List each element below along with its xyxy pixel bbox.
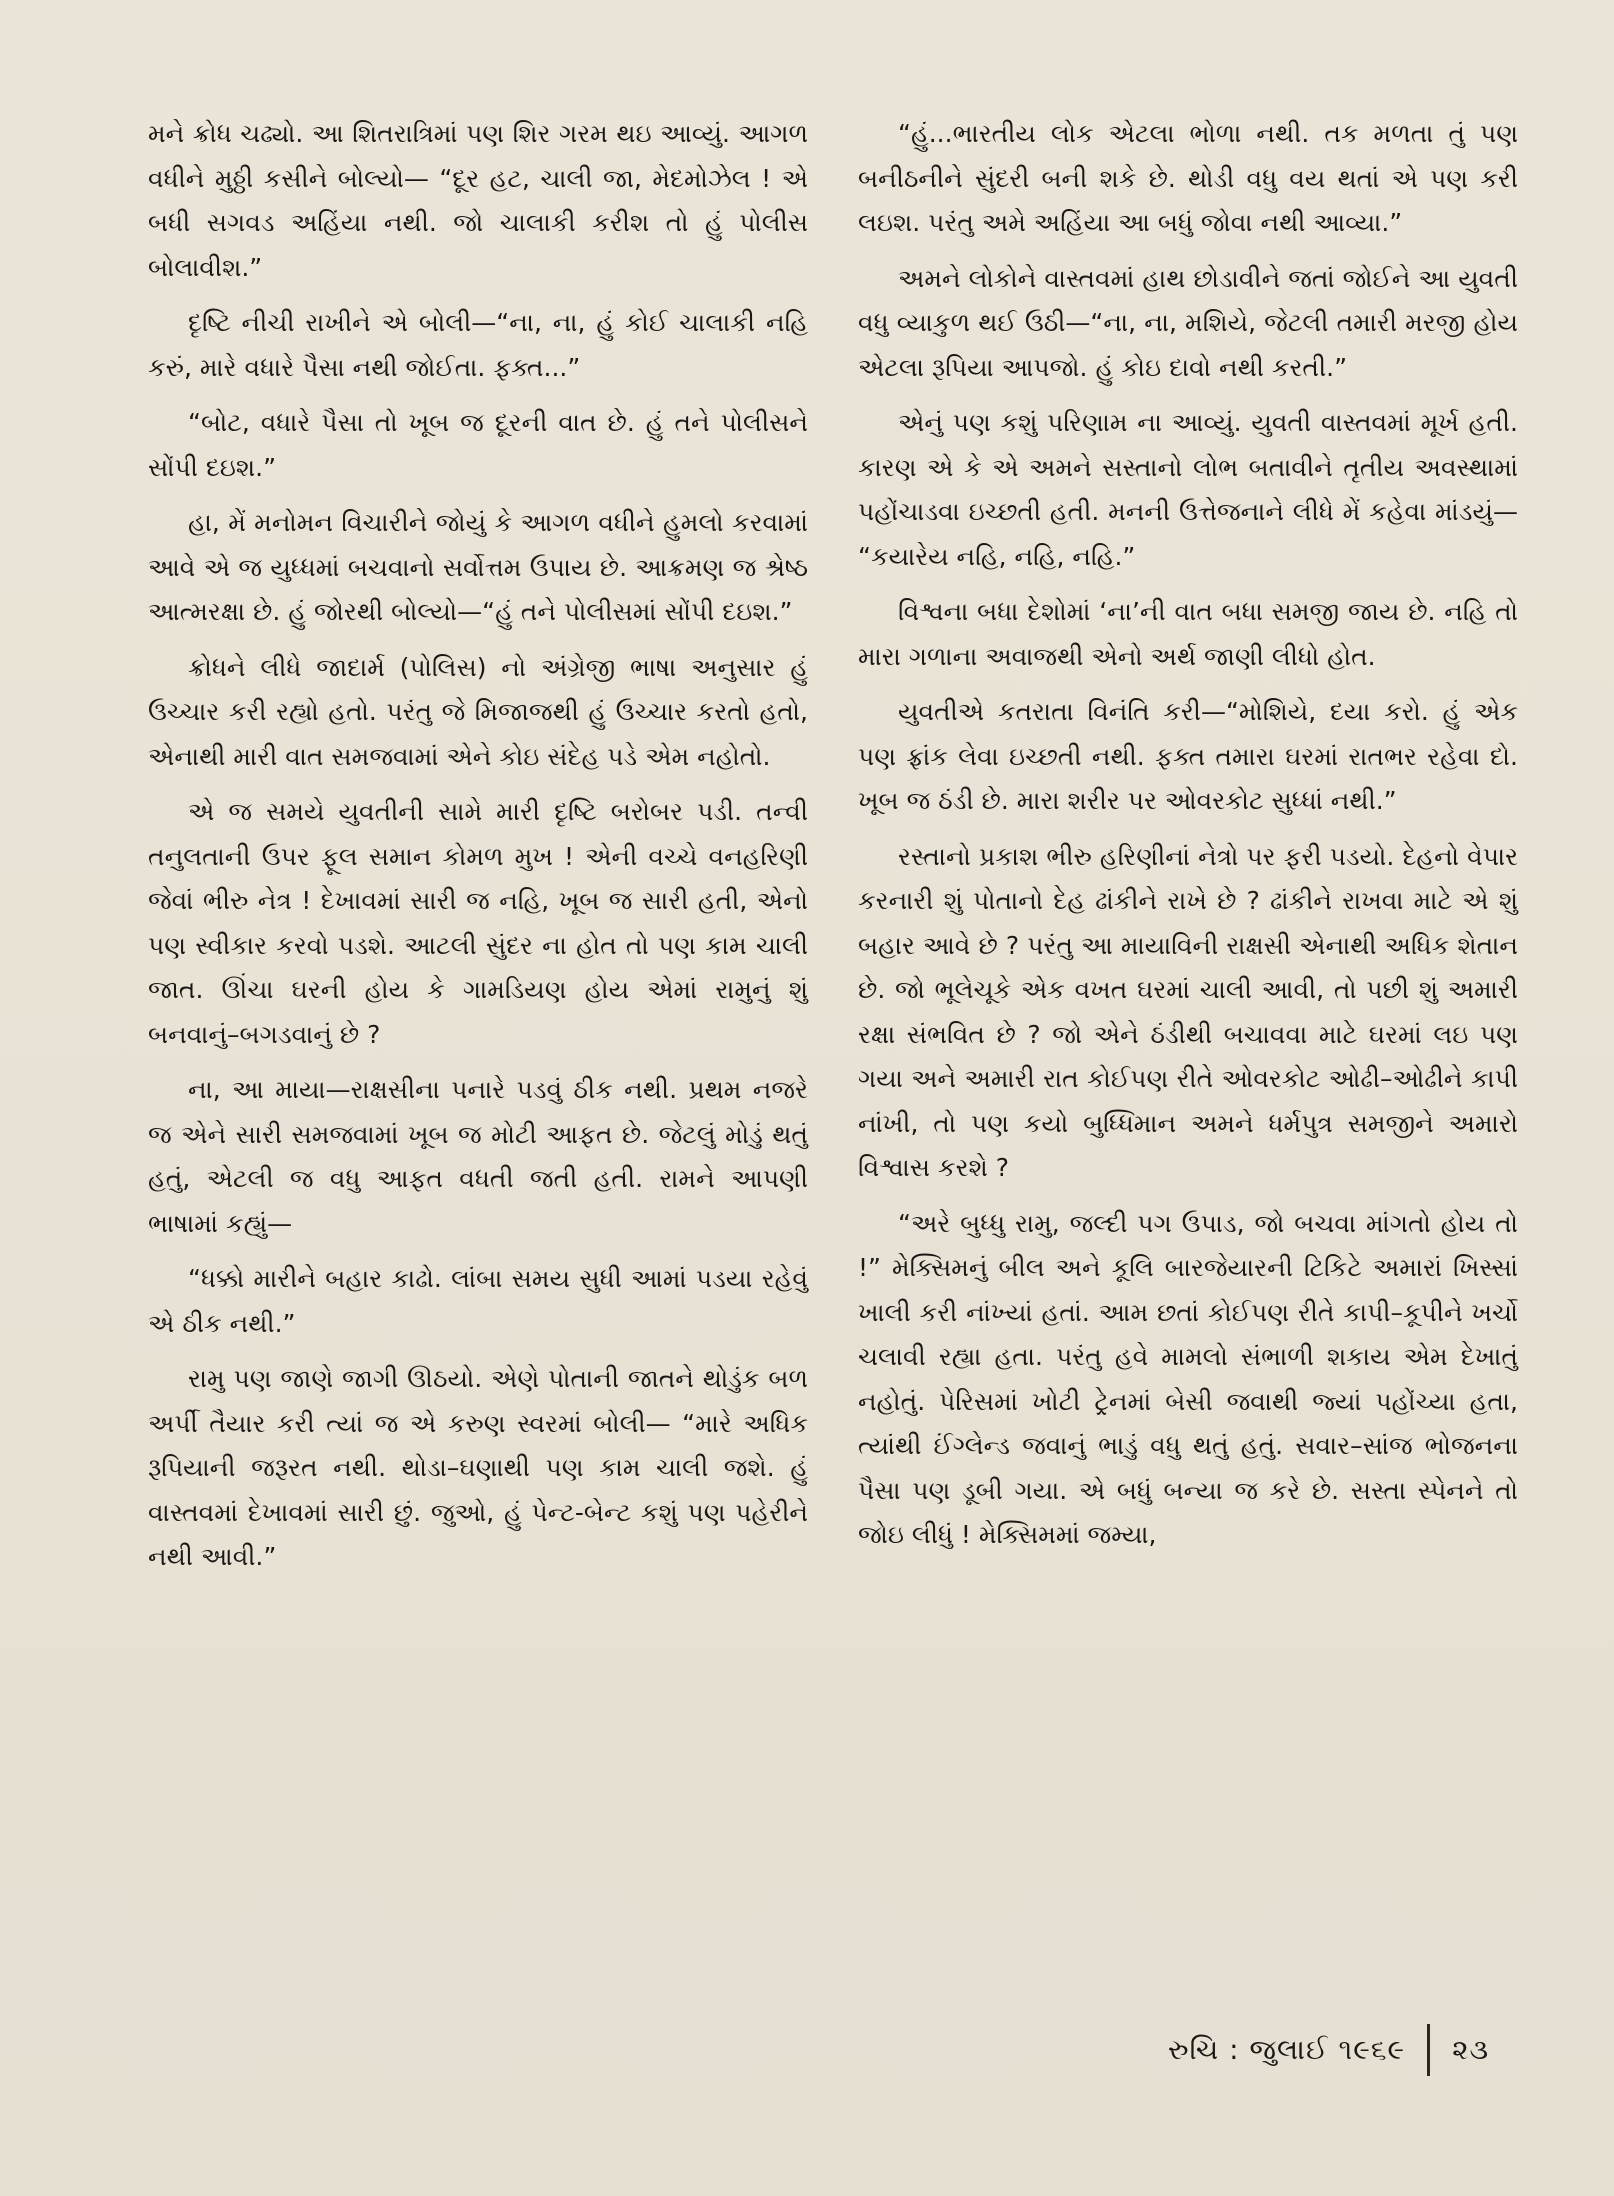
paragraph: યુવતીએ કતરાતા વિનંતિ કરી—“મોશિયે, દયા કરો. હું એક પણ ફ્રાંક લેવા ઇચ્છતી નથી. ફક્ત તમારા ઘરમાં રાતભર રહેવા દો. ખૂબ જ ઠંડી છે. મારા શરીર પર ઓવરકોટ સુધ્ધાં નથી.” [858, 697, 1518, 815]
paragraph: રસ્તાનો પ્રકાશ ભીરુ હરિણીનાં નેત્રો પર ફરી પડયો. દેહનો વેપાર કરનારી શું પોતાનો દેહ ઢાંકીને રાખે છે ? ઢાંકીને રાખવા માટે એ શું બહાર આવે છે ? પરંતુ આ માયાવિની રાક્ષસી એનાથી અધિક શેતાન છે. જો ભૂલેચૂકે એક વખત ઘરમાં ચાલી આવી, તો પછી શું અમારી રક્ષા સંભવિત છે ? જો એને ઠંડીથી બચાવવા માટે ઘરમાં લઇ પણ ગયા અને અમારી રાત કોઈપણ રીતે ઓવરકોટ ઓઢી–ઓઢીને કાપી નાંખી, તો પણ કયો બુધ્ધિમાન અમને ધર્મપુત્ર સમજીને અમારો વિશ્વાસ કરશે ? [858, 841, 1518, 1182]
paragraph: “અરે બુધ્ધુ રામુ, જલ્દી પગ ઉપાડ, જો બચવા માંગતો હોય તો !” મેક્સિમનું બીલ અને કૂલિ બારજેયારની ટિકિટે અમારાં ખિસ્સાં ખાલી કરી નાંખ્યાં હતાં. આમ છતાં કોઈપણ રીતે કાપી–કૂપીને ખર્ચો ચલાવી રહ્યા હતા. પરંતુ હવે મામલો સંભાળી શકાય એમ દેખાતું નહોતું. પેરિસમાં ખોટી ટ્રેનમાં બેસી જવાથી જ્યાં પહોંચ્યા હતા, ત્યાંથી ઈંગ્લેન્ડ જવાનું ભાડું વધુ થતું હતું. સવાર–સાંજ ભોજનના પૈસા પણ ડૂબી ગયા. એ બધું બન્યા જ કરે છે. સસ્તા સ્પેનને તો જોઇ લીધું ! મેક્સિમમાં જમ્યા, [858, 1208, 1518, 1549]
paragraph: હા, મેં મનોમન વિચારીને જોયું કે આગળ વધીને હુમલો કરવામાં આવે એ જ યુધ્ધમાં બચવાનો સર્વોત્તમ ઉપાય છે. આક્રમણ જ શ્રેષ્ઠ આત્મરક્ષા છે. હું જોરથી બોલ્યો—“હું તને પોલીસમાં સોંપી દઇશ.” [148, 508, 808, 626]
page-number: ૨૩ [1452, 2033, 1490, 2066]
paragraph: “બોટ, વધારે પૈસા તો ખૂબ જ દૂરની વાત છે. હું તને પોલીસને સોંપી દઇશ.” [148, 408, 808, 482]
paragraph: અમને લોકોને વાસ્તવમાં હાથ છોડાવીને જતાં જોઈને આ યુવતી વધુ વ્યાકુળ થઈ ઉઠી—“ના, ના, મશિયે, જેટલી તમારી મરજી હોય એટલા રૂપિયા આપજો. હું કોઇ દાવો નથી કરતી.” [858, 263, 1518, 382]
paragraph: દૃષ્ટિ નીચી રાખીને એ બોલી—“ના, ના, હું કોઈ ચાલાકી નહિ કરું, મારે વધારે પૈસા નથી જોઈતા. ફક્ત...” [148, 308, 808, 382]
right-column [858, 112, 1518, 1569]
paragraph: એનું પણ કશું પરિણામ ના આવ્યું. યુવતી વાસ્તવમાં મૂર્ખ હતી. કારણ એ કે એ અમને સસ્તાનો લોભ બતાવીને તૃતીય અવસ્થામાં પહોંચાડવા ઇચ્છતી હતી. મનની ઉત્તેજનાને લીધે મેં કહેવા માંડયું— “કયારેય નહિ, નહિ, નહિ.” [858, 408, 1518, 571]
paragraph: મને ક્રોધ ચઢ્યો. આ શિતરાત્રિમાં પણ શિર ગરમ થઇ આવ્યું. આગળ વધીને મુઠ્ઠી કસીને બોલ્યો— “દૂર હટ, ચાલી જા, મેદમોઝેલ ! એ બધી સગવડ અહિંયા નથી. જો ચાલાકી કરીશ તો હું પોલીસ બોલાવીશ.” [148, 119, 808, 282]
paragraph: ક્રોધને લીધે જાદાર્મ (પોલિસ) નો અંગ્રેજી ભાષા અનુસાર હું ઉચ્ચાર કરી રહ્યો હતો. પરંતુ જે મિજાજથી હું ઉચ્ચાર કરતો હતો, એનાથી મારી વાત સમજવામાં એને કોઇ સંદેહ પડે એમ નહોતો. [148, 652, 808, 771]
left-column [148, 112, 808, 1591]
magazine-issue: રુચિ : જુલાઈ ૧૯૬૯ [1168, 2033, 1406, 2066]
page-footer [1168, 2022, 1489, 2078]
footer-divider [1427, 2024, 1430, 2076]
paragraph: “ધક્કો મારીને બહાર કાઢો. લાંબા સમય સુધી આમાં પડયા રહેવું એ ઠીક નથી.” [148, 1264, 808, 1338]
paragraph: એ જ સમયે યુવતીની સામે મારી દૃષ્ટિ બરોબર પડી. તન્વી તનુલતાની ઉપર ફૂલ સમાન કોમળ મુખ ! એની વચ્ચે વનહરિણી જેવાં ભીરુ નેત્ર ! દેખાવમાં સારી જ નહિ, ખૂબ જ સારી હતી, એનો પણ સ્વીકાર કરવો પડશે. આટલી સુંદર ના હોત તો પણ કામ ચાલી જાત. ઊંચા ઘરની હોય કે ગામડિયણ હોય એમાં રામુનું શું બનવાનું–બગડવાનું છે ? [148, 797, 808, 1049]
paragraph: “હું...ભારતીય લોક એટલા ભોળા નથી. તક મળતા તું પણ બનીઠનીને સુંદરી બની શકે છે. થોડી વધુ વય થતાં એ પણ કરી લઇશ. પરંતુ અમે અહિંયા આ બધું જોવા નથી આવ્યા.” [858, 119, 1518, 237]
paragraph: રામુ પણ જાણે જાગી ઊઠયો. એણે પોતાની જાતને થોડુંક બળ અર્પી તૈયાર કરી ત્યાં જ એ કરુણ સ્વરમાં બોલી— “મારે અધિક રૂપિયાની જરૂરત નથી. થોડા–ઘણાથી પણ કામ ચાલી જશે. હું વાસ્તવમાં દેખાવમાં સારી છું. જુઓ, હું પેન્ટ-બેન્ટ કશું પણ પહેરીને નથી આવી.” [148, 1364, 808, 1571]
paragraph: વિશ્વના બધા દેશોમાં ‘ના’ની વાત બધા સમજી જાય છે. નહિ તો મારા ગળાના અવાજથી એનો અર્થ જાણી લીધો હોત. [858, 597, 1518, 671]
paragraph: ના, આ માયા—રાક્ષસીના પનારે પડવું ઠીક નથી. પ્રથમ નજરે જ એને સારી સમજવામાં ખૂબ જ મોટી આફત છે. જેટલું મોડું થતું હતું, એટલી જ વધુ આફત વધતી જતી હતી. રામને આપણી ભાષામાં કહ્યું— [148, 1075, 808, 1238]
